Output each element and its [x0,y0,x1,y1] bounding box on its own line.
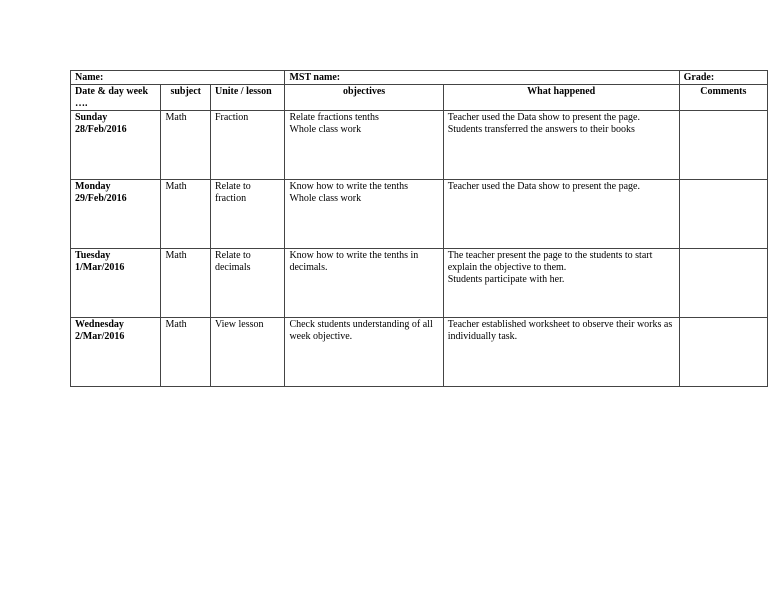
grade-label: Grade: [679,71,767,85]
day-date: 1/Mar/2016 [75,262,125,273]
objective-line: Check students understanding of all week objective. [289,319,433,342]
what-happened-cell [443,180,679,249]
objective-line: Whole class work [289,124,362,135]
unit-cell: Relate to fraction [210,180,284,249]
comments-cell [679,111,767,180]
name-label: Name: [71,71,285,85]
day-name: Wednesday [75,319,124,330]
header-row [71,71,768,85]
what-happened-line: Students transferred the answers to their books [447,124,635,135]
col-subject: subject [161,85,210,111]
subject-cell: Math [161,318,210,387]
objectives-cell [285,111,443,180]
unit-cell: View lesson [210,318,284,387]
unit-cell: Relate to decimals [210,249,284,318]
objective-line: Relate fractions tenths [289,112,379,123]
weekly-log-table [70,70,768,387]
date-cell [71,180,161,249]
date-cell [71,318,161,387]
comments-cell [679,318,767,387]
table-row [71,111,768,180]
subject-cell: Math [161,249,210,318]
what-happened-line: Teacher used the Data show to present the page. [447,181,640,192]
col-date-label: Date & day week [75,86,149,97]
what-happened-line: The teacher present the page to the students to start explain the objective to them. [447,250,653,273]
subject-cell: Math [161,111,210,180]
table-row [71,249,768,318]
what-happened-cell [443,111,679,180]
unit-cell: Fraction [210,111,284,180]
col-date-cont: …. [75,98,88,109]
objective-line: Know how to write the tenths in decimals. [289,250,419,273]
objective-line: Know how to write the tenths [289,181,409,192]
date-cell [71,249,161,318]
column-header-row [71,85,768,111]
objectives-cell [285,318,443,387]
day-name: Tuesday [75,250,111,261]
what-happened-cell [443,249,679,318]
comments-cell [679,249,767,318]
what-happened-cell [443,318,679,387]
day-date: 2/Mar/2016 [75,331,125,342]
col-what-happened: What happened [443,85,679,111]
what-happened-line: Teacher established worksheet to observe their works as individually task. [447,319,673,342]
day-name: Monday [75,181,111,192]
what-happened-line: Students participate with her. [447,274,565,285]
col-objectives: objectives [285,85,443,111]
mst-name-label: MST name: [285,71,679,85]
what-happened-line: Teacher used the Data show to present the page. [447,112,640,123]
col-comments: Comments [679,85,767,111]
subject-cell: Math [161,180,210,249]
day-name: Sunday [75,112,108,123]
day-date: 28/Feb/2016 [75,124,127,135]
table-row [71,180,768,249]
objectives-cell [285,249,443,318]
objectives-cell [285,180,443,249]
date-cell [71,111,161,180]
objective-line: Whole class work [289,193,362,204]
table-row [71,318,768,387]
comments-cell [679,180,767,249]
col-unit: Unite / lesson [210,85,284,111]
col-date [71,85,161,111]
day-date: 29/Feb/2016 [75,193,127,204]
